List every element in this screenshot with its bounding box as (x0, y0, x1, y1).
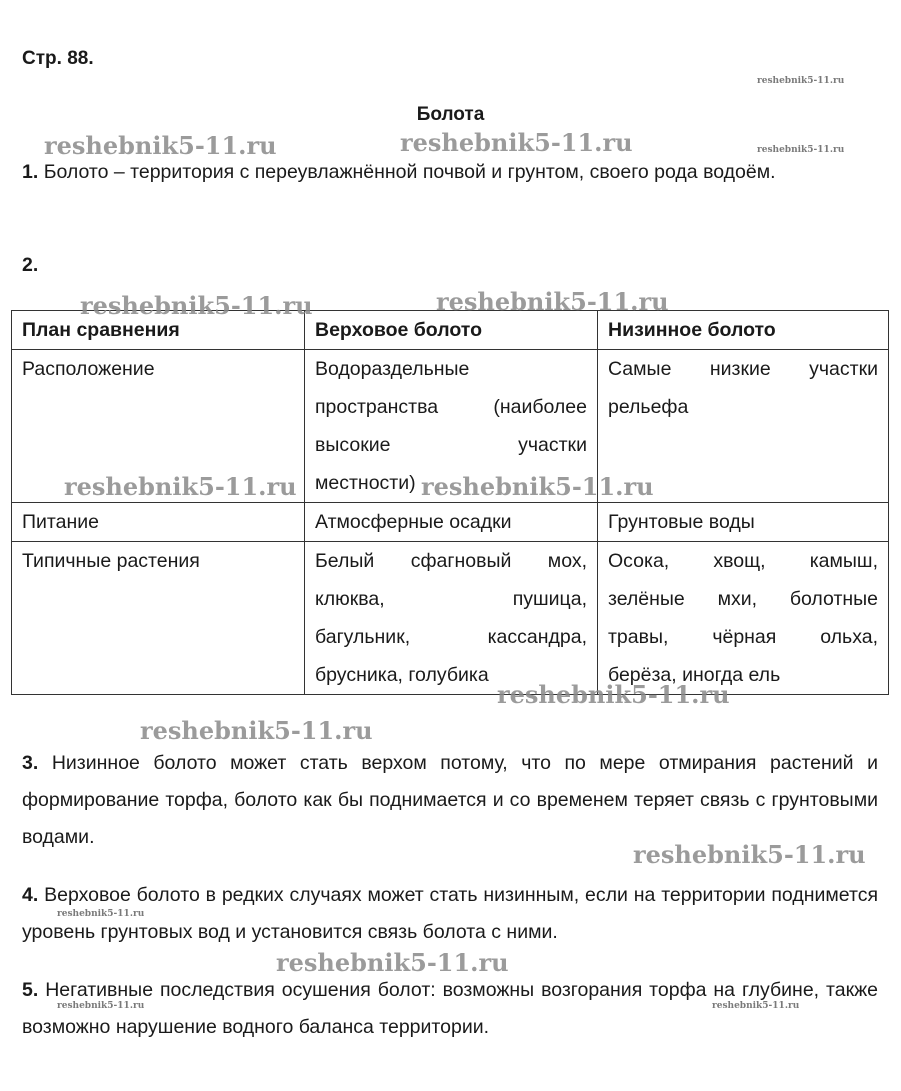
watermark: reshebnik5-11.ru (57, 1001, 145, 1011)
cell-line: местности) (315, 472, 416, 494)
cell-line: пространства (наиболее (315, 396, 587, 418)
answer-number: 3. (22, 752, 39, 774)
watermark: reshebnik5-11.ru (757, 145, 845, 155)
table-cell: Питание (12, 503, 305, 542)
cell-line: высокие участки (315, 434, 587, 456)
answer-number: 5. (22, 979, 39, 1001)
answer-4 (22, 877, 878, 951)
cell-line: зелёные мхи, болотные (608, 588, 878, 610)
answer-2-number: 2. (22, 254, 39, 276)
watermark: reshebnik5-11.ru (757, 76, 845, 86)
table-row (12, 503, 889, 542)
cell-line: Атмосферные осадки (315, 511, 512, 533)
cell-line: травы, чёрная ольха, (608, 626, 878, 648)
watermark: reshebnik5-11.ru (497, 680, 730, 709)
watermark: reshebnik5-11.ru (64, 472, 297, 501)
cell-line: Самые низкие участки (608, 358, 878, 380)
watermark: reshebnik5-11.ru (80, 291, 313, 320)
header-cell: Низинное болото (598, 311, 889, 350)
cell-line: берёза, иногда ель (608, 664, 781, 686)
cell-line: Водораздельные (315, 358, 470, 380)
watermark: reshebnik5-11.ru (421, 472, 654, 501)
watermark: reshebnik5-11.ru (436, 287, 669, 316)
header-cell: Верховое болото (305, 311, 598, 350)
comparison-table (11, 310, 889, 695)
table-cell (305, 542, 598, 695)
answer-number: 4. (22, 884, 39, 906)
watermark: reshebnik5-11.ru (276, 948, 509, 977)
watermark: reshebnik5-11.ru (633, 840, 866, 869)
cell-line: Осока, хвощ, камыш, (608, 550, 878, 572)
cell-line: рельефа (608, 396, 689, 418)
answer-text: Верховое болото в редких случаях может стать низинным, если на территории поднимется уровень грунтовых вод и установится связь болота с ними. (22, 884, 878, 943)
watermark: reshebnik5-11.ru (140, 716, 373, 745)
cell-line: багульник, кассандра, (315, 626, 587, 648)
table-row (12, 542, 889, 695)
page-number: Стр. 88. (22, 48, 94, 69)
cell-line: клюква, пушица, (315, 588, 587, 610)
answer-text: Негативные последствия осушения болот: возможны возгорания торфа на глубине, также возможно нарушение водного баланса территории. (22, 979, 878, 1038)
answer-text: Болото – территория с переувлажнённой почвой и грунтом, своего рода водоём. (43, 161, 776, 183)
answer-text: Низинное болото может стать верхом потому, что по мере отмирания растений и формирование торфа, болото как бы поднимается и со временем теряет связь с грунтовыми водами. (22, 752, 878, 848)
watermark: reshebnik5-11.ru (712, 1001, 800, 1011)
watermark: reshebnik5-11.ru (400, 128, 633, 157)
cell-line: Грунтовые воды (608, 511, 755, 533)
header-cell: План сравнения (12, 311, 305, 350)
page-title: Болота (416, 104, 485, 125)
cell-line: брусника, голубика (315, 664, 489, 686)
table-cell: Типичные растения (12, 542, 305, 695)
table-cell: Расположение (12, 350, 305, 503)
watermark: reshebnik5-11.ru (57, 909, 145, 919)
answer-number: 1. (22, 161, 39, 183)
table-cell (598, 503, 889, 542)
table-cell (598, 542, 889, 695)
table-cell (305, 503, 598, 542)
cell-line: Белый сфагновый мох, (315, 550, 587, 572)
watermark: reshebnik5-11.ru (44, 131, 277, 160)
